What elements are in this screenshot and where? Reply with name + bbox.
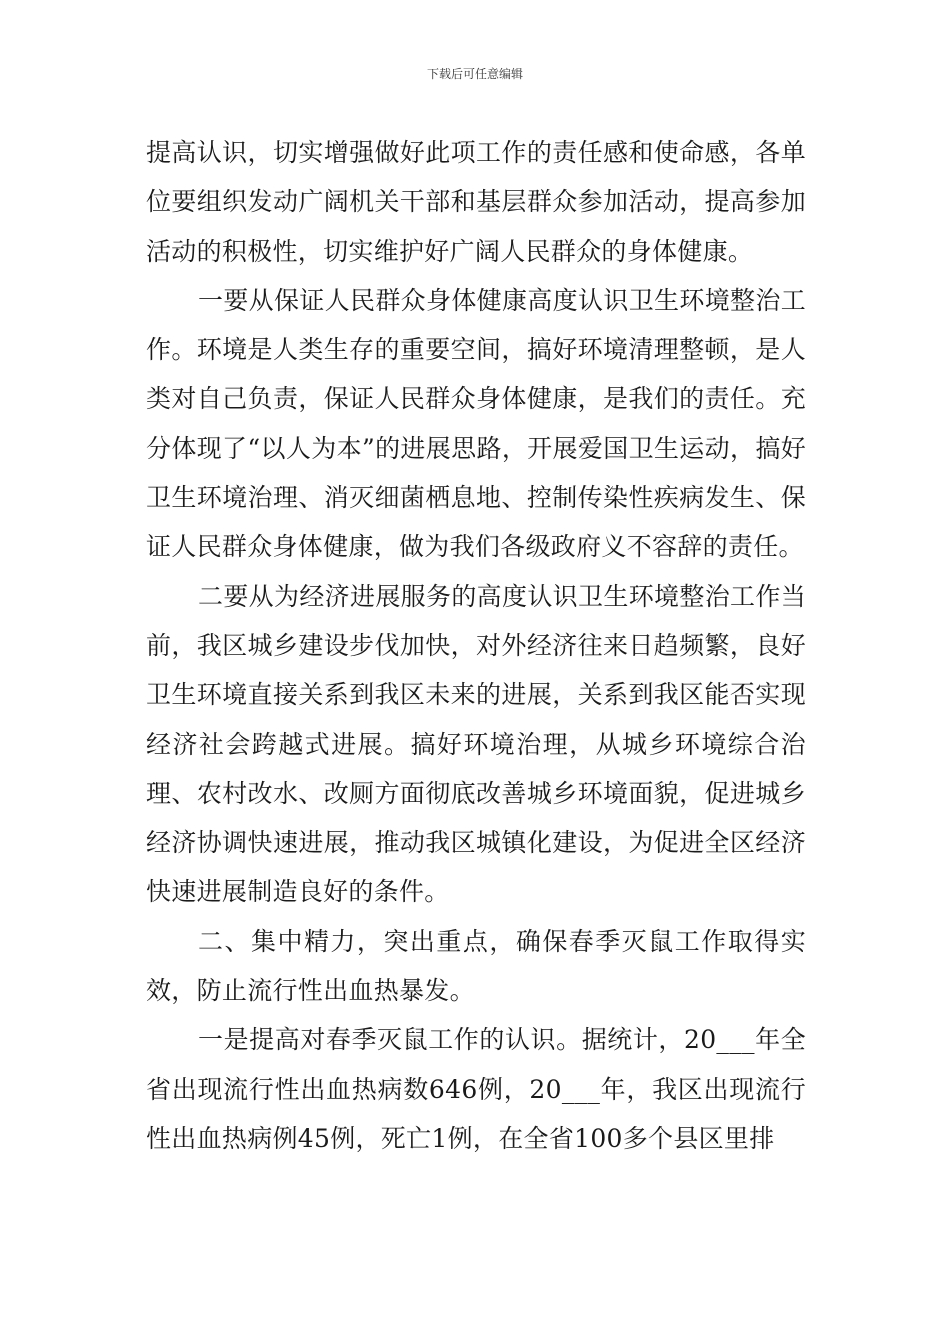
paragraph-2: 一要从保证人民群众身体健康高度认识卫生环境整治工作。环境是人类生存的重要空间，搞好环境清理整顿，是人类对自己负责，保证人民群众身体健康，是我们的责任。充分体现了“以人为本”的进展思路，开展爱国卫生运动，搞好卫生环境治理、消灭细菌栖息地、控制传染性疾病发生、保证人民群众身体健康，做为我们各级政府义不容辞的责任。 — [146, 285, 806, 562]
paragraph-3: 二要从为经济进展服务的高度认识卫生环境整治工作当前，我区城乡建设步伐加快，对外经济往来日趋频繁，良好卫生环境直接关系到我区未来的进展，关系到我区能否实现经济社会跨越式进展。搞好环境治理，从城乡环境综合治理、农村改水、改厕方面彻底改善城乡环境面貌，促进城乡经济协调快速进展，推动我区城镇化建设，为促进全区经济快速进展制造良好的条件。 — [146, 581, 806, 907]
paragraph-1: 提高认识，切实增强做好此项工作的责任感和使命感，各单位要组织发动广阔机关干部和基层群众参加活动，提高参加活动的积极性，切实维护好广阔人民群众的身体健康。 — [146, 138, 806, 266]
paragraph-4: 二、集中精力，突出重点，确保春季灭鼠工作取得实效，防止流行性出血热暴发。 — [146, 926, 806, 1006]
paragraph-5: 一是提高对春季灭鼠工作的认识。据统计，20___年全省出现流行性出血热病数646例，20___年，我区出现流行性出血热病例45例，死亡1例，在全省100多个县区里排 — [146, 1025, 806, 1153]
document-body — [146, 128, 806, 1163]
page-header: 下载后可任意编辑 — [426, 67, 523, 81]
